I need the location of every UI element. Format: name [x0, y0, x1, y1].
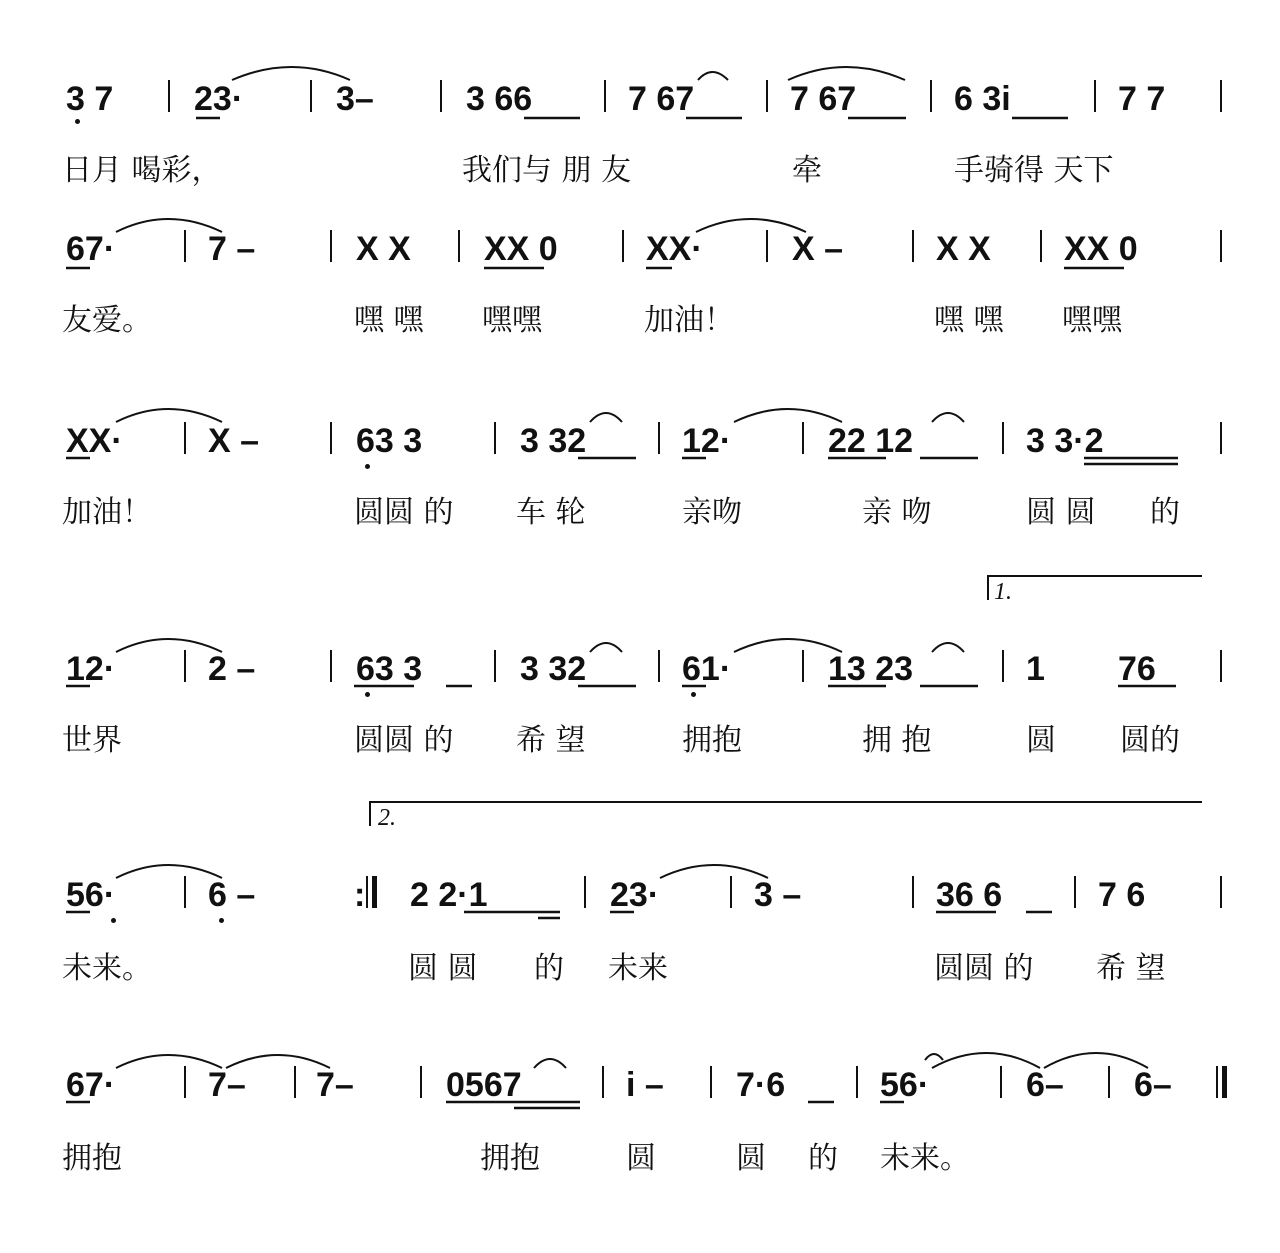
- lyric: 拥抱: [682, 723, 742, 758]
- notation-measure: 13 23: [828, 650, 914, 688]
- tie: [932, 643, 964, 652]
- lyric: 圆圆 的: [354, 495, 454, 530]
- bar-line: [1220, 422, 1222, 454]
- notation-measure: 12·: [682, 422, 732, 460]
- octave-dot: [691, 692, 696, 697]
- lyric: 加油！: [62, 495, 152, 530]
- lyric: 圆: [1026, 723, 1056, 758]
- octave-dot: [219, 918, 224, 923]
- tie: [116, 409, 222, 422]
- tie: [116, 639, 222, 652]
- notation-measure: 22 12: [828, 422, 914, 460]
- octave-dot: [111, 918, 116, 923]
- notation-measure: XX·: [646, 230, 703, 268]
- notation-measure: XX 0: [484, 230, 558, 268]
- first-ending-bracket: [988, 576, 1202, 600]
- notation-measure: 23·: [610, 876, 660, 914]
- lyric: 的: [1150, 495, 1180, 530]
- bar-line: [330, 230, 332, 262]
- bar-line: [494, 422, 496, 454]
- notation-measure: 56·: [880, 1066, 930, 1104]
- octave-dot: [365, 692, 370, 697]
- final-bar-thick: [1222, 1066, 1227, 1098]
- bar-line: [458, 230, 460, 262]
- lyric: 未来: [608, 951, 668, 986]
- lyric: 我们与 朋 友: [462, 153, 632, 188]
- bar-line: [1002, 422, 1004, 454]
- notation-measure: 3 32: [520, 650, 587, 688]
- notation-measure: 2 –: [208, 650, 256, 688]
- bar-line: [584, 876, 586, 908]
- bar-line: [1220, 80, 1222, 112]
- notation-measure: 63 3: [356, 650, 423, 688]
- tie: [932, 1053, 1040, 1068]
- notation-measure: 6 –: [208, 876, 256, 914]
- bar-line: [912, 230, 914, 262]
- lyric: 未来。: [62, 951, 152, 986]
- notation-measure: i –: [626, 1066, 664, 1104]
- tie: [534, 1059, 566, 1068]
- tie: [660, 865, 768, 878]
- notation-measure: 7 67: [790, 80, 857, 118]
- notation-measure: 3 3·2: [1026, 422, 1104, 460]
- lyric: 圆 圆: [1026, 495, 1096, 530]
- notation-measure: 6–: [1134, 1066, 1172, 1104]
- lyric: 希 望: [516, 723, 586, 758]
- lyric: 的: [534, 951, 564, 986]
- lyric: 嘿 嘿: [354, 303, 424, 338]
- bar-line: [1220, 230, 1222, 262]
- bar-line: [604, 80, 606, 112]
- lyric: 亲 吻: [862, 495, 932, 530]
- bar-line: [766, 230, 768, 262]
- notation-measure: 67·: [66, 230, 116, 268]
- lyric: 手骑得 天下: [954, 153, 1114, 188]
- tie: [590, 643, 622, 652]
- lyric: 亲吻: [682, 495, 742, 530]
- notation-measure: XX·: [66, 422, 123, 460]
- tie: [734, 409, 842, 422]
- bar-line: [856, 1066, 858, 1098]
- bar-line: [184, 1066, 186, 1098]
- bar-line: [1220, 650, 1222, 682]
- notation-measure: X –: [792, 230, 844, 268]
- notation-measure: X X: [936, 230, 991, 268]
- lyric: 友爱。: [62, 303, 152, 338]
- bar-line: [658, 422, 660, 454]
- tie: [116, 219, 222, 232]
- tie: [232, 67, 350, 80]
- bar-line: [1220, 876, 1222, 908]
- bar-line: [730, 876, 732, 908]
- bar-line: [330, 422, 332, 454]
- tie: [932, 413, 964, 422]
- notation-measure: X X: [356, 230, 411, 268]
- notation-measure: 56·: [66, 876, 116, 914]
- notation-measure: 76: [1118, 650, 1156, 688]
- lyric: 日月 喝彩，: [62, 153, 222, 188]
- lyric: 圆圆 的: [354, 723, 454, 758]
- notation-measure: 61·: [682, 650, 732, 688]
- bar-line: [930, 80, 932, 112]
- tie: [698, 72, 728, 80]
- bar-line: [184, 876, 186, 908]
- notation-measure: 7–: [316, 1066, 354, 1104]
- lyric: 圆: [626, 1141, 656, 1176]
- bar-line: [1108, 1066, 1110, 1098]
- notation-measure: 63 3: [356, 422, 423, 460]
- notation-measure: 2 2·1: [410, 876, 488, 914]
- bar-line: [440, 80, 442, 112]
- tie: [734, 639, 842, 652]
- notation-measure: 7–: [208, 1066, 246, 1104]
- lyric: 嘿嘿: [482, 303, 542, 338]
- notation-measure: 7 –: [208, 230, 256, 268]
- lyric: 圆: [736, 1141, 766, 1176]
- bar-line: [602, 1066, 604, 1098]
- lyric: 未来。: [880, 1141, 970, 1176]
- tie: [116, 865, 222, 878]
- bar-line: [710, 1066, 712, 1098]
- lyric: 圆圆 的: [934, 951, 1034, 986]
- bar-line: [420, 1066, 422, 1098]
- notation-measure: 36 6: [936, 876, 1003, 914]
- repeat-bar-thin: [366, 876, 368, 908]
- bar-line: [1002, 650, 1004, 682]
- bar-line: [184, 422, 186, 454]
- lyric: 世界: [62, 723, 122, 758]
- notation-measure: 3 66: [466, 80, 533, 118]
- tie: [590, 413, 622, 422]
- bar-line: [658, 650, 660, 682]
- notation-measure: 6 3i: [954, 80, 1011, 118]
- bar-line: [802, 650, 804, 682]
- bar-line: [330, 650, 332, 682]
- lyric: 圆 圆: [408, 951, 478, 986]
- lyric: 牵: [792, 153, 822, 188]
- bar-line: [494, 650, 496, 682]
- second-ending-bracket: [370, 802, 1202, 826]
- bar-line: [310, 80, 312, 112]
- lyric: 希 望: [1096, 951, 1166, 986]
- notation-measure: 1: [1026, 650, 1045, 688]
- lyric: 拥 抱: [862, 723, 932, 758]
- lyric: 加油！: [644, 303, 734, 338]
- lyric: 拥抱: [62, 1141, 122, 1176]
- bar-line: [802, 422, 804, 454]
- notation-measure: 23·: [194, 80, 244, 118]
- bar-line: [1074, 876, 1076, 908]
- notation-measure: XX 0: [1064, 230, 1138, 268]
- bar-line: [168, 80, 170, 112]
- notation-measure: 3 –: [754, 876, 802, 914]
- octave-dot: [365, 464, 370, 469]
- lyric: 嘿 嘿: [934, 303, 1004, 338]
- bar-line: [294, 1066, 296, 1098]
- tie: [696, 219, 806, 232]
- bar-line: [622, 230, 624, 262]
- notation-measure: 7·6: [736, 1066, 786, 1104]
- fermata: [925, 1054, 943, 1060]
- lyric: 圆的: [1120, 723, 1180, 758]
- final-bar-thin: [1216, 1066, 1218, 1098]
- octave-dot: [75, 119, 80, 124]
- notation-measure: 3 32: [520, 422, 587, 460]
- bar-line: [912, 876, 914, 908]
- first-ending-label: 1.: [994, 579, 1012, 605]
- bar-line: [184, 650, 186, 682]
- notation-measure: 12·: [66, 650, 116, 688]
- notation-measure: 0567: [446, 1066, 522, 1104]
- bar-line: [766, 80, 768, 112]
- notation-measure: X –: [208, 422, 260, 460]
- notation-measure: 7 7: [1118, 80, 1166, 118]
- notation-measure: 3 7: [66, 80, 114, 118]
- bar-line: [1094, 80, 1096, 112]
- repeat-sign: :: [354, 876, 366, 914]
- lyric: 嘿嘿: [1062, 303, 1122, 338]
- notation-measure: 3–: [336, 80, 374, 118]
- lyric: 车 轮: [516, 495, 586, 530]
- bar-line: [1000, 1066, 1002, 1098]
- lyric: 的: [808, 1141, 838, 1176]
- bar-line: [184, 230, 186, 262]
- tie: [788, 67, 905, 80]
- bar-line: [1040, 230, 1042, 262]
- lyric: 拥抱: [480, 1141, 540, 1176]
- notation-measure: 6–: [1026, 1066, 1064, 1104]
- second-ending-label: 2.: [378, 805, 396, 831]
- notation-measure: 7 6: [1098, 876, 1146, 914]
- repeat-bar-thick: [372, 876, 377, 908]
- notation-measure: 7 67: [628, 80, 695, 118]
- tie: [116, 1055, 222, 1068]
- notation-measure: 67·: [66, 1066, 116, 1104]
